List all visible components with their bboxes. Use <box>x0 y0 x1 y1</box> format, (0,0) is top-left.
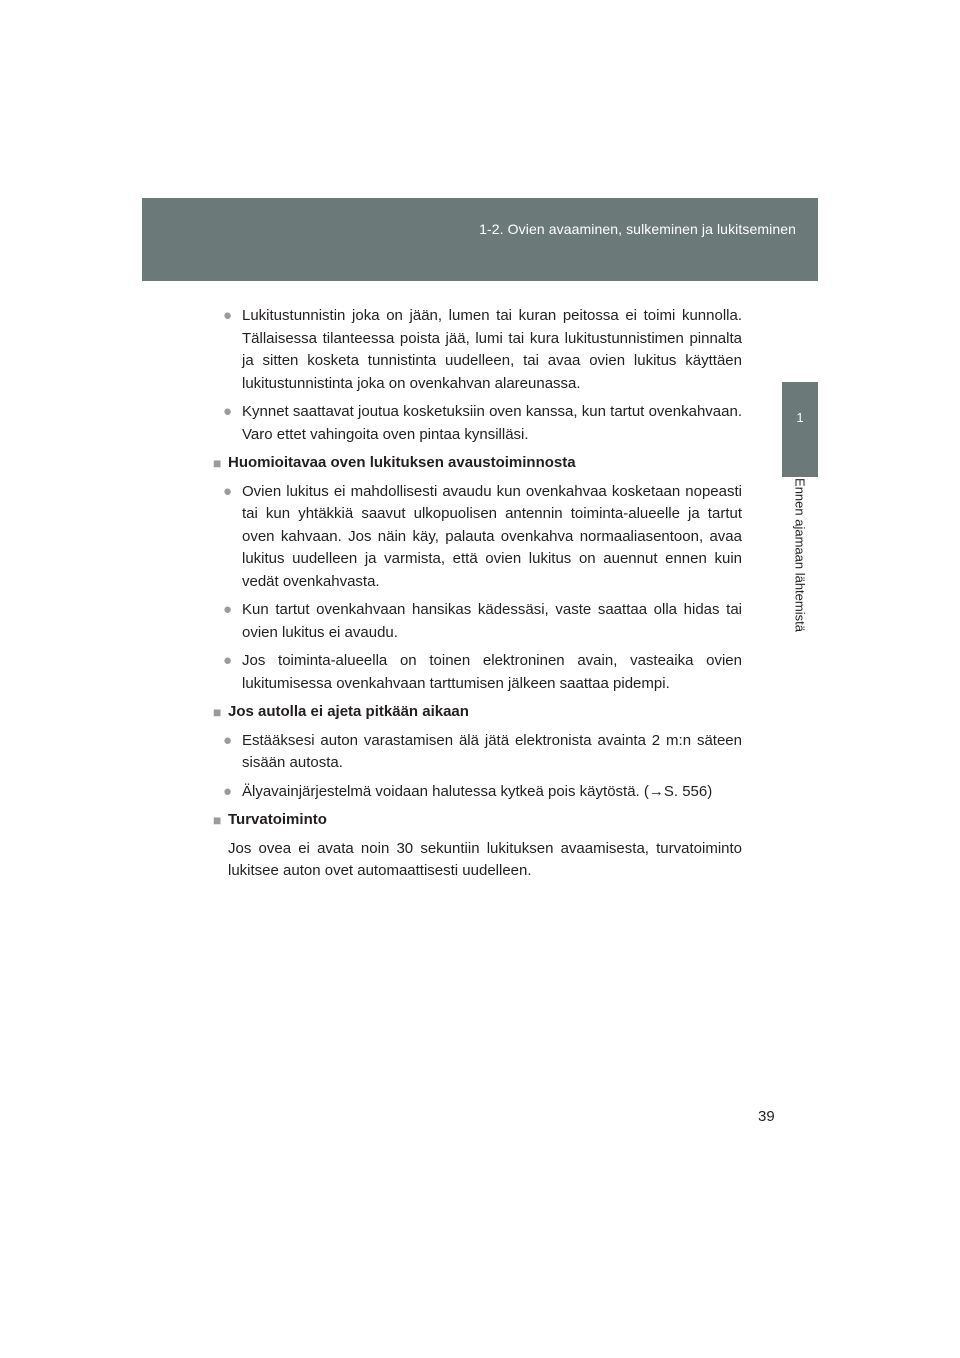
section-title: 1-2. Ovien avaaminen, sulkeminen ja lukitseminen <box>479 221 796 237</box>
section-heading <box>214 809 742 832</box>
list-item-text: Kun tartut ovenkahvaan hansikas kädessäsi, vaste saattaa olla hidas tai ovien lukitus ei avaudu. <box>242 601 742 641</box>
list-item-text: Lukitustunnistin joka on jään, lumen tai kuran peitossa ei toimi kunnolla. Tällaisessa tilanteessa poista jää, lumi tai kura lukitustunnistimen pinnalta ja sitten kosketa tunnistinta uudelleen, tai avaa ovien lukitus käyttäen lukitustunnistinta joka on ovenkahvan alareunassa. <box>242 307 742 392</box>
bullet-icon: ● <box>223 782 233 800</box>
list-item-text: Jos toiminta-alueella on toinen elektroninen avain, vasteaika ovien lukitumisessa ovenkahvaan tarttumisen jälkeen saattaa pidempi. <box>242 652 742 692</box>
list-item <box>214 401 742 446</box>
list-item-text: Älyavainjärjestelmä voidaan halutessa kytkeä pois käytöstä. (→S. 556) <box>242 782 713 800</box>
section-heading-text: Jos autolla ei ajeta pitkään aikaan <box>228 703 469 720</box>
bullet-icon: ● <box>223 731 233 749</box>
bullet-icon: ● <box>223 307 233 324</box>
section-paragraph: Jos ovea ei avata noin 30 sekuntiin lukituksen avaamisesta, turvatoiminto lukitsee auton ovet automaattisesti uudelleen. <box>228 839 742 879</box>
list-item <box>214 730 742 775</box>
list-item-text: Ovien lukitus ei mahdollisesti avaudu kun ovenkahvaa kosketaan nopeasti tai kun yhtäkkiä saavut ulkopuolisen antennin toiminta-alueelle ja tartut oven kahvaan. Jos näin käy, palauta ovenkahva normaaliasentoon, avaa lukitus uudelleen ja varmista, että ovien lukitus on auennut ennen kuin vedät ovenkahvasta. <box>242 482 742 590</box>
square-marker-icon: ■ <box>213 704 222 720</box>
page-number: 39 <box>758 1108 775 1125</box>
bullet-icon: ● <box>223 652 233 669</box>
section-heading-text: Turvatoiminto <box>228 811 327 828</box>
section-heading <box>214 452 742 475</box>
square-marker-icon: ■ <box>213 455 222 471</box>
chapter-header-band <box>142 198 818 281</box>
chapter-tab <box>782 382 818 477</box>
list-item <box>214 305 742 395</box>
section-heading-text: Huomioitavaa oven lukituksen avaustoiminnosta <box>228 454 576 471</box>
bullet-icon: ● <box>223 601 233 618</box>
chapter-number: 1 <box>796 410 804 425</box>
list-item <box>214 650 742 695</box>
chapter-label: Ennen ajamaan lähtemistä <box>792 478 808 632</box>
bullet-icon: ● <box>223 482 233 500</box>
list-item <box>214 481 742 594</box>
list-item-text: Kynnet saattavat joutua kosketuksiin oven kanssa, kun tartut ovenkahvaan. Varo ettet vahingoita oven pintaa kynsilläsi. <box>242 403 742 443</box>
list-item-text: Estääksesi auton varastamisen älä jätä elektronista avainta 2 m:n säteen sisään autosta. <box>242 731 742 771</box>
list-item <box>214 781 742 804</box>
section-heading <box>214 701 742 724</box>
page-content <box>214 305 742 883</box>
list-item <box>214 599 742 644</box>
bullet-icon: ● <box>223 403 233 420</box>
square-marker-icon: ■ <box>213 812 222 828</box>
